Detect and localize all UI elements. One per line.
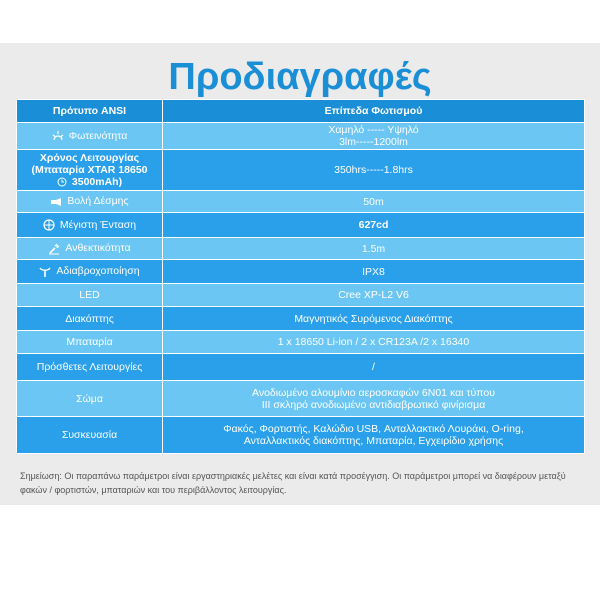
- row-label: LED: [17, 284, 163, 307]
- header-right: Επίπεδα Φωτισμού: [163, 100, 585, 123]
- table-header-row: [17, 100, 585, 123]
- row-value: 627cd: [163, 213, 585, 238]
- row-value: 1.5m: [163, 238, 585, 260]
- row-value: Χαμηλό ----- Υψηλό 3lm-----1200lm: [163, 123, 585, 150]
- table-row: [17, 213, 585, 238]
- table-row: [17, 381, 585, 417]
- header-left: Πρότυπο ANSI: [17, 100, 163, 123]
- row-value: IPX8: [163, 260, 585, 284]
- row-label: Φωτεινότητα: [17, 123, 163, 150]
- table-row: [17, 417, 585, 454]
- row-label: Αδιαβροχοποίηση: [17, 260, 163, 284]
- clock-icon: [57, 177, 67, 187]
- table-row: [17, 260, 585, 284]
- row-value: Μαγνητικός Συρόμενος Διακόπτης: [163, 307, 585, 331]
- row-label: Χρόνος Λειτουργίας (Μπαταρία XTAR 18650 3500mAh): [17, 150, 163, 191]
- row-value: Ανοδιωμένο αλουμίνιο αεροσκαφών 6N01 και τύπου III σκληρό ανοδιωμένο αντιδιαβρωτικό φινίρισμα: [163, 381, 585, 417]
- intensity-icon: [43, 219, 55, 231]
- row-label: Ανθεκτικότητα: [17, 238, 163, 260]
- spec-table: [16, 99, 585, 454]
- brightness-icon: [52, 130, 64, 142]
- row-label: Μπαταρία: [17, 331, 163, 354]
- beam-icon: [50, 196, 62, 208]
- table-row: [17, 150, 585, 191]
- row-value: Cree XP-L2 V6: [163, 284, 585, 307]
- table-row: [17, 331, 585, 354]
- row-value: /: [163, 354, 585, 381]
- row-value: 350hrs-----1.8hrs: [163, 150, 585, 191]
- table-row: [17, 284, 585, 307]
- row-label: Πρόσθετες Λειτουργίες: [17, 354, 163, 381]
- table-row: [17, 238, 585, 260]
- row-label: Συσκευασία: [17, 417, 163, 454]
- table-row: [17, 123, 585, 150]
- row-label: Διακόπτης: [17, 307, 163, 331]
- row-label: Μέγιστη Ένταση: [17, 213, 163, 238]
- row-value: Φακός, Φορτιστής, Καλώδιο USB, Ανταλλακτικό Λουράκι, O-ring, Ανταλλακτικός διακόπτης, Μπαταρία, Εγχειρίδιο χρήσης: [163, 417, 585, 454]
- row-value: 50m: [163, 191, 585, 213]
- footnote: Σημείωση: Οι παραπάνω παράμετροι είναι εργαστηριακές μελέτες και είναι κατά προσέγγιση. Οι παράμετροι μπορεί να διαφέρουν μεταξύ φακών / φορτιστών, μπαταριών και του περιβάλλοντος λειτουργίας.: [20, 471, 566, 495]
- waterproof-icon: [39, 266, 51, 278]
- row-label: Βολή Δέσμης: [17, 191, 163, 213]
- page-title: Προδιαγραφές: [168, 56, 432, 98]
- impact-icon: [48, 243, 60, 255]
- row-value: 1 x 18650 Li-ion / 2 x CR123A /2 x 16340: [163, 331, 585, 354]
- table-row: [17, 354, 585, 381]
- table-row: [17, 191, 585, 213]
- table-row: [17, 307, 585, 331]
- row-label: Σώμα: [17, 381, 163, 417]
